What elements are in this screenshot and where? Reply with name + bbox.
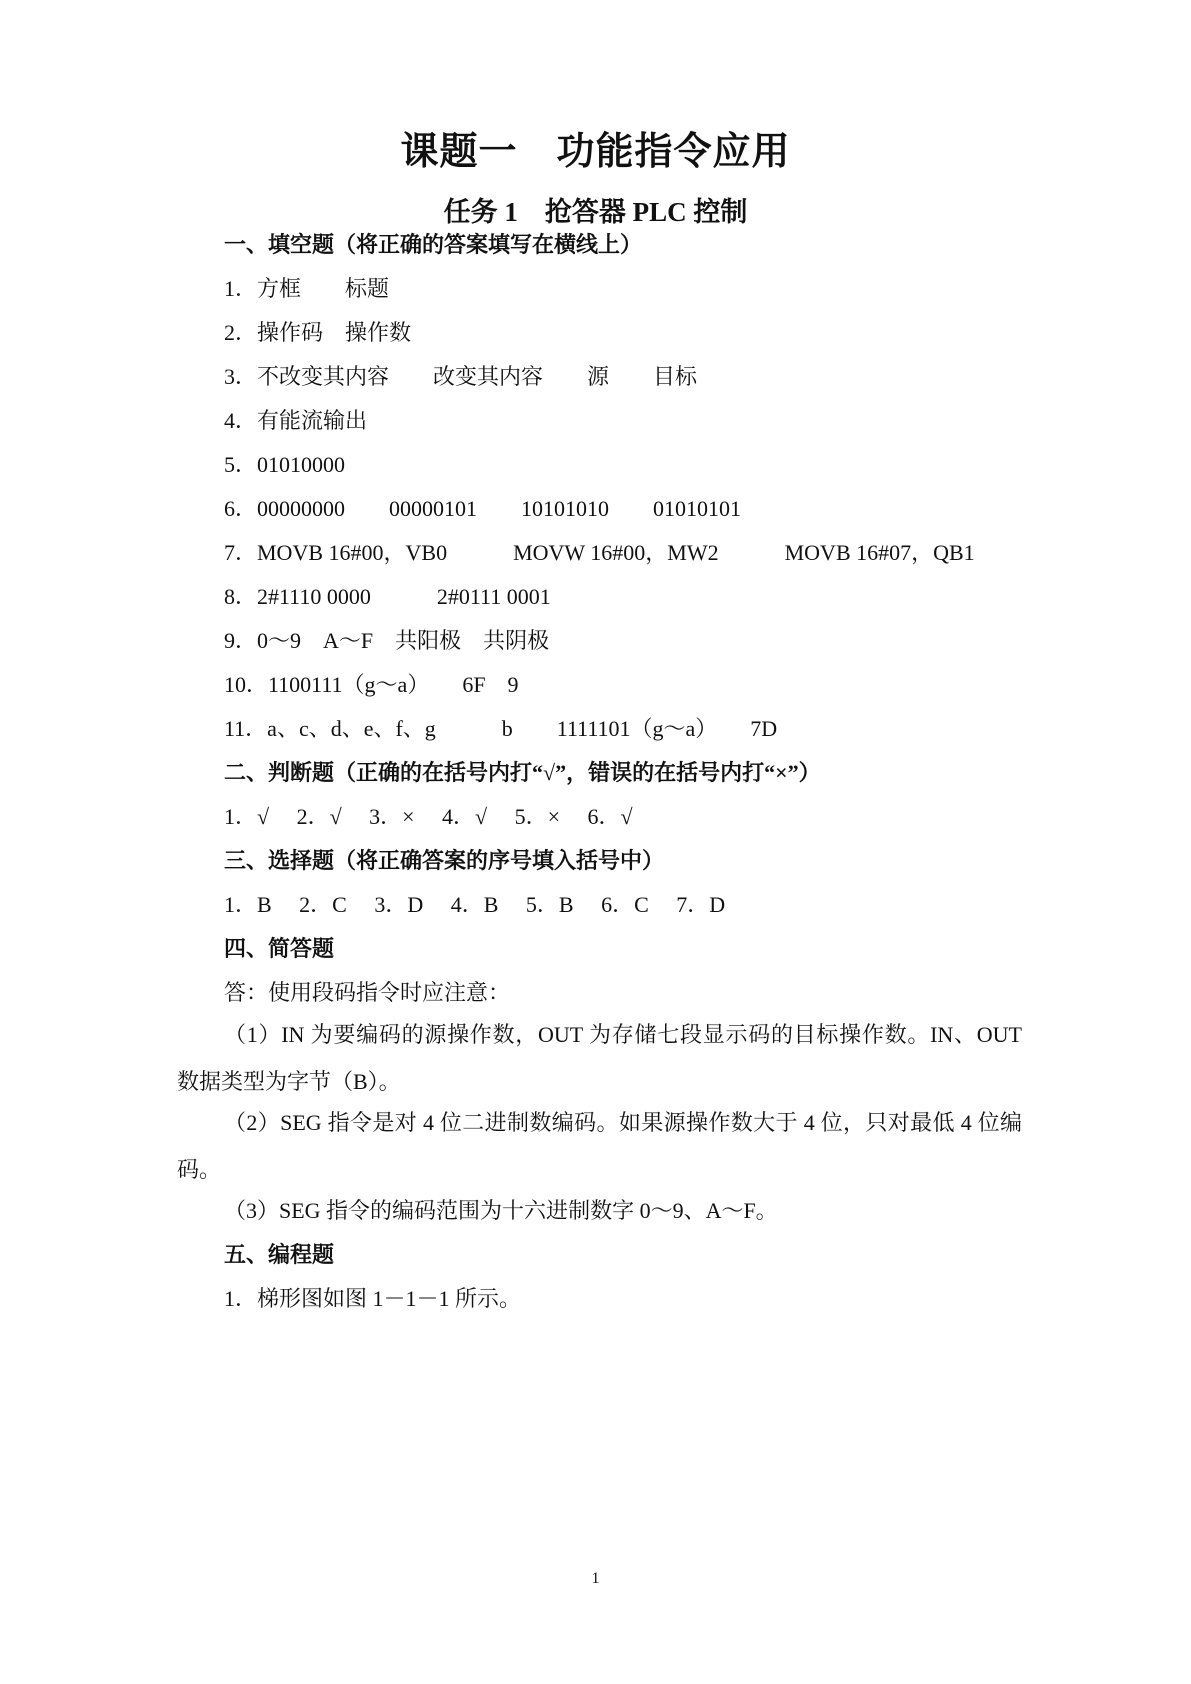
fill-item-6: 6．00000000 00000101 10101010 01010101 [224,496,742,521]
fill-item-10: 10．1100111（g～a） 6F 9 [224,672,519,697]
programming-item-1: 1．梯形图如图 1－1－1 所示。 [224,1286,522,1311]
choice-answers: 1．B 2．C 3．D 4．B 5．B 6．C 7．D [224,892,726,917]
section-2-heading: 二、判断题（正确的在括号内打“√”，错误的在括号内打“×”） [224,760,821,785]
page-title: 课题一 功能指令应用 [400,131,791,173]
section-3-heading: 三、选择题（将正确答案的序号填入括号中） [224,848,665,873]
fill-item-4: 4．有能流输出 [224,408,368,433]
short-answer-paragraph-1: （1）IN 为要编码的源操作数，OUT 为存储七段显示码的目标操作数。IN、OUT 数据类型为字节（B）。 [177,1022,1022,1094]
short-answer-paragraph-2: （2）SEG 指令是对 4 位二进制数编码。如果源操作数大于 4 位，只对最低 4 位编码。 [177,1110,1022,1182]
section-4-heading: 四、简答题 [224,936,335,961]
short-answer-intro: 答：使用段码指令时应注意： [224,980,511,1005]
short-answer-paragraph-3: （3）SEG 指令的编码范围为十六进制数字 0～9、A～F。 [224,1198,778,1223]
fill-item-5: 5．01010000 [224,452,346,477]
page-subtitle: 任务 1 抢答器 PLC 控制 [443,197,748,227]
fill-item-7: 7．MOVB 16#00，VB0 MOVW 16#00，MW2 MOVB 16#07，QB1 [224,540,975,565]
fill-item-2: 2．操作码 操作数 [224,320,412,345]
fill-item-1: 1．方框 标题 [224,276,390,301]
fill-item-3: 3．不改变其内容 改变其内容 源 目标 [224,364,698,389]
fill-item-11: 11．a、c、d、e、f、g b 1111101（g～a） 7D [224,716,778,741]
section-1-heading: 一、填空题（将正确的答案填写在横线上） [224,232,643,257]
fill-item-8: 8．2#1110 0000 2#0111 0001 [224,584,551,609]
page-number: 1 [591,1570,600,1587]
judge-answers: 1．√ 2．√ 3．× 4．√ 5．× 6．√ [224,804,633,829]
fill-item-9: 9．0～9 A～F 共阳极 共阴极 [224,628,550,653]
section-5-heading: 五、编程题 [224,1242,335,1267]
